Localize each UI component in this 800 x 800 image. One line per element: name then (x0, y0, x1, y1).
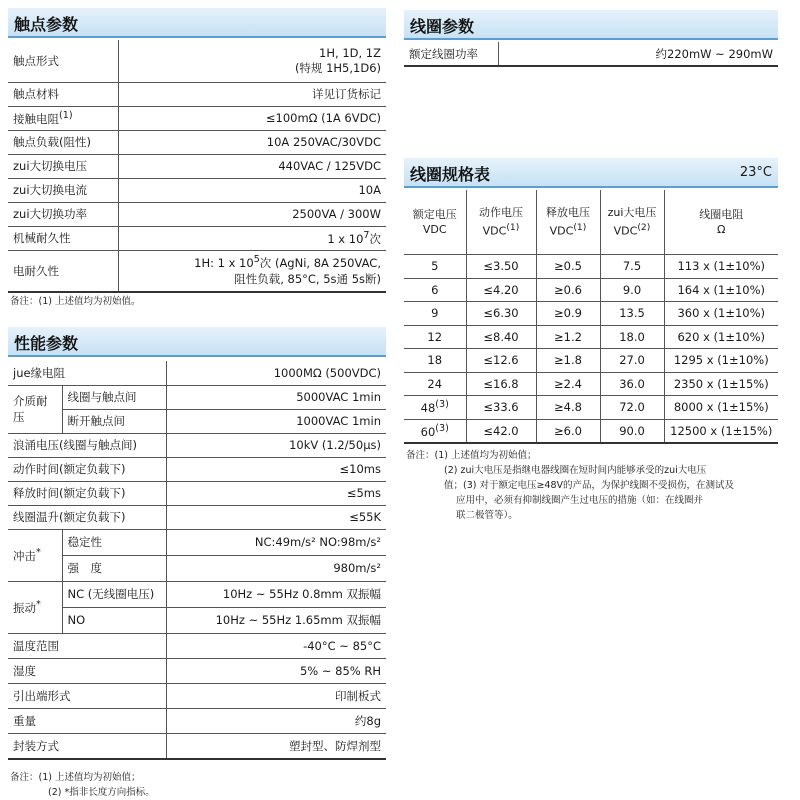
coil-spec-note-line: 备注：(1) 上述值均为初始值； (406, 450, 537, 461)
cell-rated-voltage: 9 (404, 302, 466, 326)
row-label: 封装方式 (8, 733, 166, 759)
cell-max-voltage: 90.0 (600, 419, 664, 443)
row-value: 5% ~ 85% RH (166, 658, 386, 683)
row-label: 湿度 (8, 658, 166, 683)
row-value: 1 x 10 (327, 231, 364, 246)
coil-spec-note-line: 联二极管等）。 (456, 510, 518, 521)
row-value: ≤100mΩ (1A 6VDC) (118, 106, 386, 130)
cell-release: ≥0.5 (536, 255, 600, 279)
row-label: 触点负载(阻性) (8, 130, 118, 154)
cell-release: ≥4.8 (536, 396, 600, 420)
table-row (8, 607, 386, 633)
table-row (404, 302, 778, 326)
row-value-sup: 7 (363, 229, 370, 241)
row-label: 线圈温升(额定负载下) (8, 505, 166, 529)
table-row (8, 658, 386, 683)
cell-pick-up: ≤8.40 (466, 325, 536, 349)
performance-note-line1: 备注：(1) 上述值均为初始值； (10, 772, 141, 783)
cell-rated-voltage: 18 (404, 349, 466, 373)
cell-rated-voltage: 12 (404, 325, 466, 349)
cell-resistance: 8000 x (1±15%) (664, 396, 778, 420)
row-sublabel: 断开触点间 (62, 409, 166, 433)
table-row (8, 409, 386, 433)
cell-resistance: 164 x (1±10%) (664, 278, 778, 302)
row-value: ≤5ms (166, 481, 386, 505)
coil-spec-section-header (404, 158, 778, 188)
row-value: -40°C ~ 85°C (166, 633, 386, 658)
row-label: 机械耐久性 (8, 226, 118, 250)
cell-release: ≥1.2 (536, 325, 600, 349)
row-value: 1000VAC 1min (166, 409, 386, 433)
row-value: ≤55K (166, 505, 386, 529)
table-row (8, 433, 386, 457)
table-row (404, 396, 778, 420)
coil-spec-temperature: 23°C (739, 165, 772, 180)
table-row (8, 202, 386, 226)
row-value-sup: 5 (253, 254, 260, 266)
cell-pick-up: ≤33.6 (466, 396, 536, 420)
table-row (8, 226, 386, 250)
cell-max-voltage: 36.0 (600, 372, 664, 396)
coil-spec-header-row (404, 190, 778, 255)
cell-max-voltage: 7.5 (600, 255, 664, 279)
table-row (8, 361, 386, 385)
row-value-line2: (特规 1H5,1D6) (294, 60, 381, 75)
row-value-suffix: 次 (369, 231, 381, 246)
row-sublabel: NC (无线圈电压) (62, 581, 166, 607)
cell-max-voltage: 72.0 (600, 396, 664, 420)
row-sublabel: 稳定性 (62, 529, 166, 555)
contact-section-title: 触点参数 (14, 15, 79, 34)
cell-release: ≥6.0 (536, 419, 600, 443)
table-row (8, 708, 386, 733)
cell-pick-up: ≤3.50 (466, 255, 536, 279)
table-row (404, 278, 778, 302)
row-value: 10A 250VAC/30VDC (118, 130, 386, 154)
row-value: 5000VAC 1min (166, 385, 386, 409)
column-header: 线圈电阻 Ω (664, 190, 778, 255)
row-label: 电耐久性 (8, 250, 118, 292)
cell-release: ≥2.4 (536, 372, 600, 396)
row-value: 1000MΩ (500VDC) (166, 361, 386, 385)
table-row (404, 349, 778, 373)
coil-spec-note-line: (2) zui大电压是指继电器线圈在短时间内能够承受的zui大电压 (444, 465, 707, 476)
performance-note (10, 770, 155, 800)
cell-rated-voltage: 48 (420, 401, 436, 416)
row-label: 动作时间(额定负载下) (8, 457, 166, 481)
row-label-sup: (1) (59, 109, 73, 121)
cell-resistance: 2350 x (1±15%) (664, 372, 778, 396)
row-label: 触点形式 (8, 40, 118, 82)
coil-table (404, 42, 778, 67)
row-label: 浪涌电压(线圈与触点间) (8, 433, 166, 457)
table-row (8, 385, 386, 409)
row-value: ≤10ms (166, 457, 386, 481)
table-row (8, 457, 386, 481)
cell-release: ≥0.9 (536, 302, 600, 326)
cell-rated-voltage: 5 (404, 255, 466, 279)
table-row (404, 419, 778, 443)
row-label: 重量 (8, 708, 166, 733)
contact-table (8, 40, 386, 293)
cell-resistance: 1295 x (1±10%) (664, 349, 778, 373)
row-value: 印制板式 (166, 683, 386, 708)
row-value: 10kV (1.2/50μs) (166, 433, 386, 457)
row-label: 引出端形式 (8, 683, 166, 708)
cell-max-voltage: 27.0 (600, 349, 664, 373)
cell-resistance: 12500 x (1±15%) (664, 419, 778, 443)
table-row (8, 130, 386, 154)
row-value: NC:49m/s² NO:98m/s² (166, 529, 386, 555)
table-row (8, 154, 386, 178)
coil-spec-notes (406, 448, 734, 523)
table-row (8, 555, 386, 581)
row-value: 10Hz ~ 55Hz 0.8mm 双振幅 (166, 581, 386, 607)
coil-section-header (404, 10, 778, 40)
table-row (8, 633, 386, 658)
row-value: 980m/s² (166, 555, 386, 581)
row-group-sup: * (36, 546, 41, 558)
table-row (404, 255, 778, 279)
cell-rated-voltage-sup: (3) (435, 399, 449, 411)
cell-rated-voltage-sup: (3) (435, 422, 449, 434)
row-group-label: 振动 (13, 600, 36, 615)
contact-section-header (8, 8, 386, 38)
column-header: 额定电压 VDC (404, 190, 466, 255)
table-row (8, 505, 386, 529)
row-group-label: 介质耐压 (8, 385, 62, 433)
cell-rated-voltage: 6 (404, 278, 466, 302)
table-row (8, 581, 386, 607)
row-label: 触点材料 (8, 82, 118, 106)
coil-spec-note-line: 值；(3) 对于额定电压≥48V的产品，为保护线圈不受损伤，在测试及 (444, 480, 735, 491)
row-label: zui大切换电流 (8, 178, 118, 202)
row-value-suffix: 次 (AgNi, 8A 250VAC, (259, 256, 381, 271)
cell-release: ≥0.6 (536, 278, 600, 302)
cell-resistance: 620 x (1±10%) (664, 325, 778, 349)
table-row (404, 42, 778, 66)
coil-spec-section-title: 线圈规格表 (410, 165, 491, 184)
table-row (8, 683, 386, 708)
row-value: 1H, 1D, 1Z (319, 45, 381, 60)
row-label: 额定线圈功率 (404, 42, 498, 66)
row-value: 2500VA / 300W (118, 202, 386, 226)
table-row (8, 250, 386, 292)
table-row (8, 178, 386, 202)
cell-pick-up: ≤6.30 (466, 302, 536, 326)
performance-section-title: 性能参数 (14, 334, 79, 353)
column-header: 动作电压 VDC$^{(1)}$ (466, 190, 536, 255)
row-value: 详见订货标记 (118, 82, 386, 106)
cell-max-voltage: 13.5 (600, 302, 664, 326)
contact-note: 备注：(1) 上述值均为初始值。 (10, 296, 141, 307)
cell-release: ≥1.8 (536, 349, 600, 373)
cell-max-voltage: 18.0 (600, 325, 664, 349)
table-row (8, 529, 386, 555)
row-group-sup: * (36, 598, 41, 610)
row-value: 10A (118, 178, 386, 202)
row-value: 10Hz ~ 55Hz 1.65mm 双振幅 (166, 607, 386, 633)
column-header: 释放电压 VDC$^{(1)}$ (536, 190, 600, 255)
row-sublabel: 强 度 (62, 555, 166, 581)
row-group-label: 冲击 (13, 548, 36, 563)
cell-max-voltage: 9.0 (600, 278, 664, 302)
row-label: 接触电阻 (13, 111, 59, 126)
performance-section-header (8, 327, 386, 357)
row-label: 释放时间(额定负载下) (8, 481, 166, 505)
coil-section-title: 线圈参数 (410, 17, 475, 36)
table-row (8, 106, 386, 130)
cell-pick-up: ≤42.0 (466, 419, 536, 443)
row-label: 温度范围 (8, 633, 166, 658)
coil-spec-note-line: 应用中，必须有抑制线圈产生过电压的措施（如：在线圈并 (456, 495, 704, 506)
cell-resistance: 113 x (1±10%) (664, 255, 778, 279)
cell-resistance: 360 x (1±10%) (664, 302, 778, 326)
table-row (8, 40, 386, 82)
cell-pick-up: ≤12.6 (466, 349, 536, 373)
row-value-line2: 阻性负载, 85°C, 5s通 5s断) (234, 272, 381, 287)
row-label: jue缘电阻 (8, 361, 166, 385)
cell-rated-voltage: 60 (420, 424, 436, 439)
row-value: 塑封型、防焊剂型 (166, 733, 386, 759)
performance-note-line2: (2) *指非长度方向指标。 (48, 787, 155, 798)
cell-rated-voltage: 24 (404, 372, 466, 396)
table-row (8, 481, 386, 505)
coil-spec-table (404, 190, 778, 444)
table-row (8, 733, 386, 759)
row-value: 约220mW ~ 290mW (498, 42, 778, 66)
table-row (404, 372, 778, 396)
cell-pick-up: ≤4.20 (466, 278, 536, 302)
row-value: 1H: 1 x 10 (194, 256, 254, 271)
row-label: zui大切换电压 (8, 154, 118, 178)
row-sublabel: 线圈与触点间 (62, 385, 166, 409)
row-value: 440VAC / 125VDC (118, 154, 386, 178)
table-row (8, 82, 386, 106)
table-row (404, 325, 778, 349)
cell-pick-up: ≤16.8 (466, 372, 536, 396)
column-header: zui大电压 VDC$^{(2)}$ (600, 190, 664, 255)
row-value: 约8g (166, 708, 386, 733)
performance-table (8, 361, 386, 760)
row-label: zui大切换功率 (8, 202, 118, 226)
row-sublabel: NO (62, 607, 166, 633)
